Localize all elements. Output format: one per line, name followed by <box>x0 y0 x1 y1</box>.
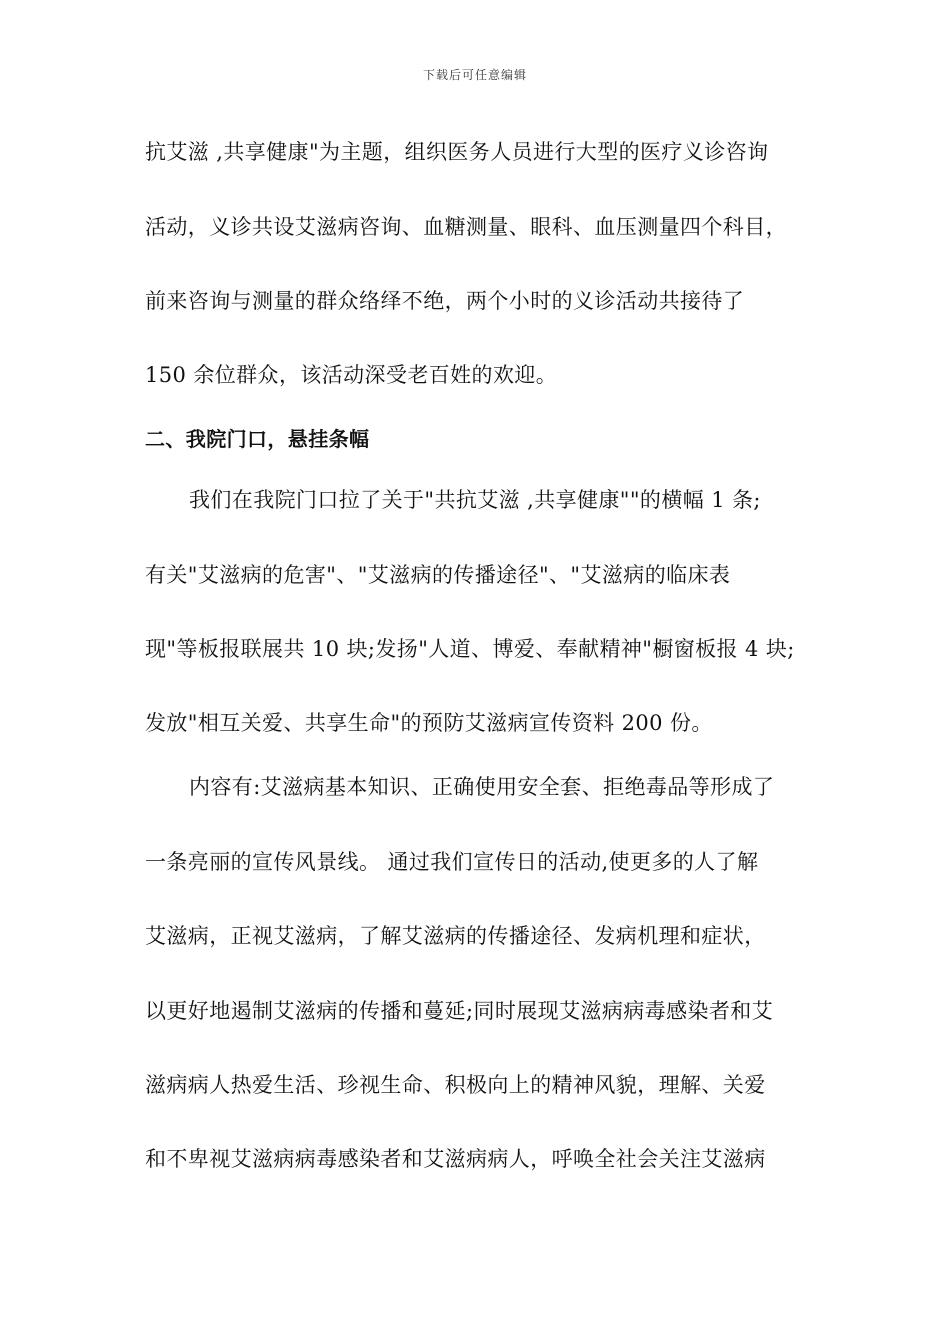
body-line: 一条亮丽的宣传风景线。 通过我们宣传日的活动,使更多的人了解 <box>145 850 759 874</box>
body-line: 前来咨询与测量的群众络绎不绝，两个小时的义诊活动共接待了 <box>145 289 745 313</box>
body-line: 我们在我院门口拉了关于"共抗艾滋 ,共享健康""的横幅 1 条; <box>189 488 761 512</box>
body-line: 现"等板报联展共 10 块;发扬"人道、博爱、奉献精神"橱窗板报 4 块; <box>145 637 795 661</box>
body-line: 滋病病人热爱生活、珍视生命、积极向上的精神风貌，理解、关爱 <box>145 1073 766 1097</box>
body-line: 抗艾滋 ,共享健康"为主题，组织医务人员进行大型的医疗义诊咨询 <box>145 140 769 164</box>
body-line: 内容有:艾滋病基本知识、正确使用安全套、拒绝毒品等形成了 <box>189 775 775 799</box>
body-line: 艾滋病，正视艾滋病，了解艾滋病的传播途径、发病机理和症状， <box>145 924 766 948</box>
body-line: 以更好地遏制艾滋病的传播和蔓延;同时展现艾滋病病毒感染者和艾 <box>145 999 774 1023</box>
body-line: 发放"相互关爱、共享生命"的预防艾滋病宣传资料 200 份。 <box>145 711 713 735</box>
header-note: 下载后可任意编辑 <box>422 68 527 82</box>
body-line: 活动，义诊共设艾滋病咨询、血糖测量、眼科、血压测量四个科目， <box>145 215 787 239</box>
body-line: 和不卑视艾滋病病毒感染者和艾滋病病人，呼唤全社会关注艾滋病 <box>145 1147 766 1171</box>
body-line: 有关"艾滋病的危害"、"艾滋病的传播途径"、"艾滋病的临床表 <box>145 563 731 587</box>
section-heading: 二、我院门口，悬挂条幅 <box>145 427 370 451</box>
body-line: 150 余位群众，该活动深受老百姓的欢迎。 <box>145 363 558 387</box>
